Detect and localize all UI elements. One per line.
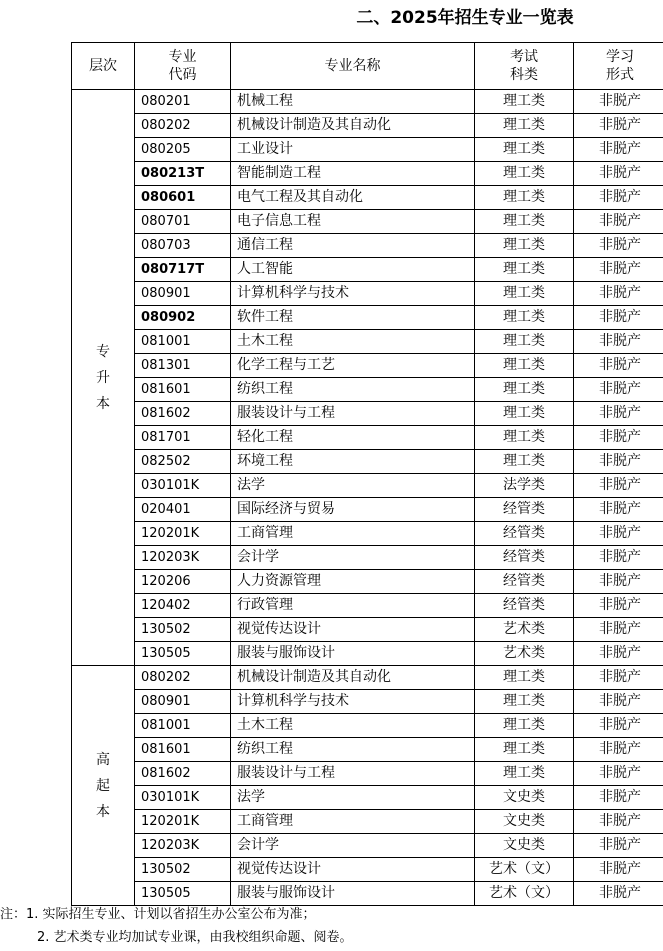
major-code: 080213T — [135, 162, 231, 186]
exam-subject: 理工类 — [475, 210, 574, 234]
footnotes — [0, 903, 663, 949]
exam-subject: 经管类 — [475, 546, 574, 570]
table-row — [72, 450, 663, 474]
table-row — [72, 114, 663, 138]
table-row — [72, 786, 663, 810]
major-code: 080901 — [135, 282, 231, 306]
exam-subject: 经管类 — [475, 594, 574, 618]
major-name: 会计学 — [231, 546, 475, 570]
table-row — [72, 378, 663, 402]
major-name: 行政管理 — [231, 594, 475, 618]
exam-subject: 理工类 — [475, 714, 574, 738]
table-row — [72, 666, 663, 690]
major-name: 人工智能 — [231, 258, 475, 282]
major-code: 120206 — [135, 570, 231, 594]
major-name: 国际经济与贸易 — [231, 498, 475, 522]
exam-subject: 经管类 — [475, 498, 574, 522]
study-mode: 非脱产 — [574, 138, 663, 162]
exam-subject: 理工类 — [475, 378, 574, 402]
exam-subject: 理工类 — [475, 402, 574, 426]
major-code: 082502 — [135, 450, 231, 474]
major-code: 030101K — [135, 786, 231, 810]
major-name: 轻化工程 — [231, 426, 475, 450]
major-code: 130505 — [135, 642, 231, 666]
study-mode: 非脱产 — [574, 186, 663, 210]
major-name: 视觉传达设计 — [231, 858, 475, 882]
major-name: 工业设计 — [231, 138, 475, 162]
major-name: 服装与服饰设计 — [231, 882, 475, 906]
table-row — [72, 426, 663, 450]
study-mode: 非脱产 — [574, 90, 663, 114]
study-mode: 非脱产 — [574, 834, 663, 858]
header-code-line2: 代码 — [168, 67, 197, 83]
study-mode: 非脱产 — [574, 882, 663, 906]
exam-subject: 理工类 — [475, 162, 574, 186]
exam-subject: 理工类 — [475, 90, 574, 114]
study-mode: 非脱产 — [574, 570, 663, 594]
study-mode: 非脱产 — [574, 498, 663, 522]
exam-subject: 理工类 — [475, 738, 574, 762]
level-cell — [72, 666, 135, 906]
major-code: 081601 — [135, 378, 231, 402]
table-row — [72, 738, 663, 762]
major-code: 130502 — [135, 858, 231, 882]
table-row — [72, 690, 663, 714]
table-header-row — [72, 43, 663, 90]
major-code: 081602 — [135, 402, 231, 426]
major-code: 020401 — [135, 498, 231, 522]
table-row — [72, 642, 663, 666]
table-row — [72, 618, 663, 642]
study-mode: 非脱产 — [574, 618, 663, 642]
study-mode: 非脱产 — [574, 666, 663, 690]
header-mode-line2: 形式 — [606, 67, 634, 83]
major-code: 080902 — [135, 306, 231, 330]
study-mode: 非脱产 — [574, 330, 663, 354]
exam-subject: 理工类 — [475, 306, 574, 330]
major-name: 智能制造工程 — [231, 162, 475, 186]
study-mode: 非脱产 — [574, 714, 663, 738]
table-row — [72, 186, 663, 210]
study-mode: 非脱产 — [574, 450, 663, 474]
exam-subject: 艺术（文） — [475, 882, 574, 906]
exam-subject: 艺术（文） — [475, 858, 574, 882]
major-code: 130502 — [135, 618, 231, 642]
major-name: 纺织工程 — [231, 738, 475, 762]
major-code: 120203K — [135, 834, 231, 858]
level-char: 专 — [96, 343, 110, 360]
study-mode: 非脱产 — [574, 426, 663, 450]
study-mode: 非脱产 — [574, 282, 663, 306]
major-code: 081602 — [135, 762, 231, 786]
major-code: 130505 — [135, 882, 231, 906]
major-name: 环境工程 — [231, 450, 475, 474]
majors-table — [71, 42, 663, 906]
level-char: 本 — [96, 395, 110, 412]
major-code: 030101K — [135, 474, 231, 498]
major-code: 120203K — [135, 546, 231, 570]
study-mode: 非脱产 — [574, 234, 663, 258]
major-name: 机械设计制造及其自动化 — [231, 114, 475, 138]
major-code: 080703 — [135, 234, 231, 258]
study-mode: 非脱产 — [574, 354, 663, 378]
major-name: 服装设计与工程 — [231, 762, 475, 786]
study-mode: 非脱产 — [574, 402, 663, 426]
table-row — [72, 210, 663, 234]
major-code: 080601 — [135, 186, 231, 210]
table-row — [72, 810, 663, 834]
table-row — [72, 90, 663, 114]
exam-subject: 文史类 — [475, 810, 574, 834]
major-code: 080901 — [135, 690, 231, 714]
header-mode — [574, 43, 663, 90]
header-code — [135, 43, 231, 90]
exam-subject: 理工类 — [475, 426, 574, 450]
table-row — [72, 834, 663, 858]
major-code: 080202 — [135, 666, 231, 690]
exam-subject: 艺术类 — [475, 618, 574, 642]
major-code: 081301 — [135, 354, 231, 378]
table-row — [72, 474, 663, 498]
major-code: 080717T — [135, 258, 231, 282]
major-code: 120402 — [135, 594, 231, 618]
major-name: 工商管理 — [231, 810, 475, 834]
major-name: 法学 — [231, 474, 475, 498]
exam-subject: 经管类 — [475, 522, 574, 546]
header-subject-line1: 考试 — [510, 49, 538, 65]
exam-subject: 理工类 — [475, 282, 574, 306]
exam-subject: 经管类 — [475, 570, 574, 594]
major-name: 视觉传达设计 — [231, 618, 475, 642]
note-2: 2. 艺术类专业均加试专业课，由我校组织命题、阅卷。 — [37, 930, 353, 945]
exam-subject: 文史类 — [475, 786, 574, 810]
table-row — [72, 714, 663, 738]
page-title: 二、2025年招生专业一览表 — [356, 8, 574, 28]
study-mode: 非脱产 — [574, 690, 663, 714]
table-row — [72, 282, 663, 306]
major-name: 机械工程 — [231, 90, 475, 114]
study-mode: 非脱产 — [574, 762, 663, 786]
table-row — [72, 162, 663, 186]
header-mode-line1: 学习 — [606, 49, 634, 65]
major-name: 计算机科学与技术 — [231, 282, 475, 306]
level-char: 高 — [96, 751, 110, 768]
major-name: 会计学 — [231, 834, 475, 858]
major-name: 工商管理 — [231, 522, 475, 546]
study-mode: 非脱产 — [574, 546, 663, 570]
table-row — [72, 306, 663, 330]
exam-subject: 艺术类 — [475, 642, 574, 666]
table-row — [72, 546, 663, 570]
table-row — [72, 762, 663, 786]
major-name: 电气工程及其自动化 — [231, 186, 475, 210]
table-row — [72, 498, 663, 522]
study-mode: 非脱产 — [574, 594, 663, 618]
major-code: 081001 — [135, 714, 231, 738]
major-name: 服装与服饰设计 — [231, 642, 475, 666]
major-code: 120201K — [135, 810, 231, 834]
level-cell — [72, 90, 135, 666]
table-row — [72, 570, 663, 594]
level-char: 本 — [96, 803, 110, 820]
exam-subject: 理工类 — [475, 666, 574, 690]
exam-subject: 理工类 — [475, 114, 574, 138]
major-name: 通信工程 — [231, 234, 475, 258]
major-code: 081601 — [135, 738, 231, 762]
major-name: 化学工程与工艺 — [231, 354, 475, 378]
header-subject — [475, 43, 574, 90]
exam-subject: 理工类 — [475, 690, 574, 714]
exam-subject: 理工类 — [475, 138, 574, 162]
major-name: 计算机科学与技术 — [231, 690, 475, 714]
table-row — [72, 402, 663, 426]
study-mode: 非脱产 — [574, 474, 663, 498]
exam-subject: 理工类 — [475, 330, 574, 354]
table-body — [72, 90, 663, 906]
major-name: 机械设计制造及其自动化 — [231, 666, 475, 690]
table-row — [72, 258, 663, 282]
study-mode: 非脱产 — [574, 858, 663, 882]
major-name: 法学 — [231, 786, 475, 810]
major-code: 080202 — [135, 114, 231, 138]
major-name: 土木工程 — [231, 714, 475, 738]
study-mode: 非脱产 — [574, 786, 663, 810]
study-mode: 非脱产 — [574, 162, 663, 186]
study-mode: 非脱产 — [574, 306, 663, 330]
study-mode: 非脱产 — [574, 258, 663, 282]
major-name: 服装设计与工程 — [231, 402, 475, 426]
table-row — [72, 354, 663, 378]
major-code: 120201K — [135, 522, 231, 546]
level-char: 起 — [96, 777, 110, 794]
table-row — [72, 234, 663, 258]
exam-subject: 理工类 — [475, 258, 574, 282]
level-char: 升 — [96, 369, 110, 386]
study-mode: 非脱产 — [574, 738, 663, 762]
exam-subject: 理工类 — [475, 450, 574, 474]
exam-subject: 理工类 — [475, 762, 574, 786]
exam-subject: 理工类 — [475, 186, 574, 210]
header-level: 层次 — [72, 43, 135, 90]
major-name: 纺织工程 — [231, 378, 475, 402]
exam-subject: 文史类 — [475, 834, 574, 858]
exam-subject: 法学类 — [475, 474, 574, 498]
major-code: 081701 — [135, 426, 231, 450]
major-name: 人力资源管理 — [231, 570, 475, 594]
study-mode: 非脱产 — [574, 210, 663, 234]
study-mode: 非脱产 — [574, 114, 663, 138]
study-mode: 非脱产 — [574, 378, 663, 402]
table-row — [72, 330, 663, 354]
study-mode: 非脱产 — [574, 522, 663, 546]
major-code: 080201 — [135, 90, 231, 114]
header-subject-line2: 科类 — [510, 67, 538, 83]
major-name: 电子信息工程 — [231, 210, 475, 234]
major-code: 080205 — [135, 138, 231, 162]
table-row — [72, 594, 663, 618]
table-row — [72, 882, 663, 906]
study-mode: 非脱产 — [574, 810, 663, 834]
table-row — [72, 138, 663, 162]
major-name: 软件工程 — [231, 306, 475, 330]
major-code: 080701 — [135, 210, 231, 234]
note-1: 注：1. 实际招生专业、计划以省招生办公室公布为准； — [0, 907, 316, 922]
major-name: 土木工程 — [231, 330, 475, 354]
exam-subject: 理工类 — [475, 354, 574, 378]
study-mode: 非脱产 — [574, 642, 663, 666]
header-name: 专业名称 — [231, 43, 475, 90]
table-row — [72, 858, 663, 882]
table-row — [72, 522, 663, 546]
major-code: 081001 — [135, 330, 231, 354]
exam-subject: 理工类 — [475, 234, 574, 258]
header-code-line1: 专业 — [168, 49, 197, 65]
